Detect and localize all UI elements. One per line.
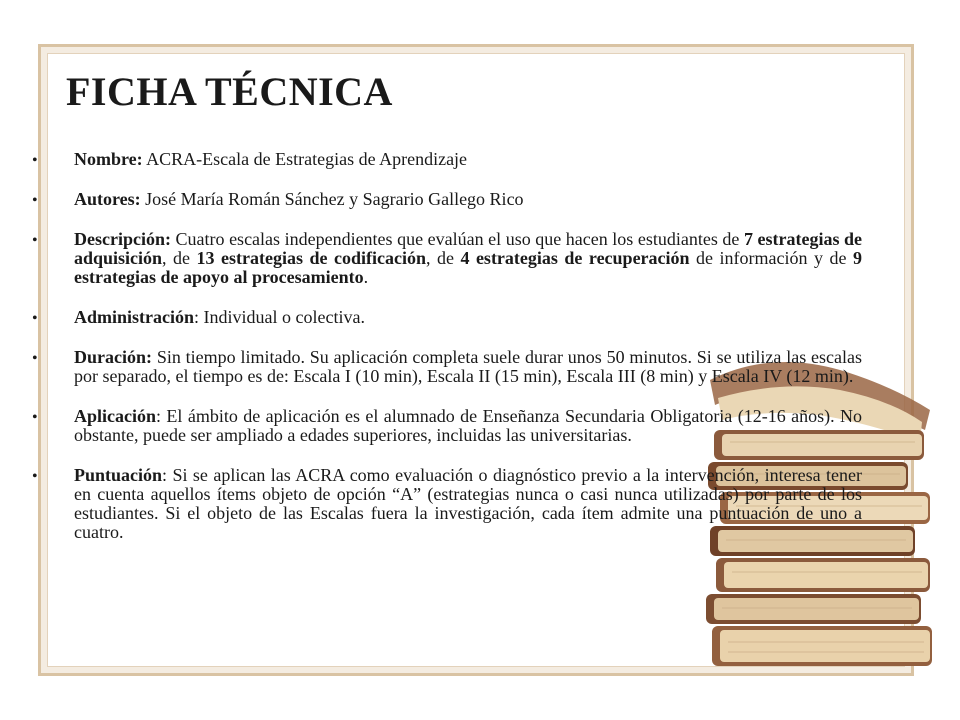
item-text: José María Román Sánchez y Sagrario Gallego Rico <box>140 189 524 209</box>
item-emphasis: 4 estrategias de recuperación <box>460 248 690 268</box>
bullet-icon: • <box>32 192 38 209</box>
bullet-icon: • <box>32 310 38 327</box>
list-item-puntuacion <box>32 466 862 542</box>
item-label: Descripción: <box>74 229 171 249</box>
list-item-descripcion <box>32 230 862 287</box>
item-label: Nombre: <box>74 149 143 169</box>
item-text: . <box>363 267 369 287</box>
bullet-icon: • <box>32 232 38 249</box>
item-label: Administración <box>74 307 195 327</box>
bullet-icon: • <box>32 409 38 426</box>
list-item-aplicacion <box>32 407 862 445</box>
item-emphasis: 7 estrategias de adquisición <box>74 229 863 268</box>
list-item-duracion <box>32 348 862 386</box>
item-text: : Si se aplican las ACRA como evaluación o diagnóstico previo a la intervención, interesa tener en cuenta aquellos ítems objeto de opción “A” (estrategias nunca o casi nunca utilizadas) por parte de los estudiantes. Si el objeto de las Escalas fuera la investigación, cada ítem admite una puntuación de uno a cuatro. <box>74 465 862 542</box>
item-text: Cuatro escalas independientes que evalúan el uso que hacen los estudiantes de <box>170 229 744 249</box>
item-label: Autores: <box>74 189 141 209</box>
bullet-icon: • <box>32 468 38 485</box>
list-item-autores <box>32 190 862 209</box>
item-label: Aplicación <box>74 406 157 426</box>
item-emphasis: 13 estrategias de codificación <box>196 248 426 268</box>
item-label: Duración: <box>74 347 152 367</box>
item-text: : El ámbito de aplicación es el alumnado de Enseñanza Secundaria Obligatoria (12-16 años). No obstante, puede ser ampliado a edades superiores, incluidas las universitarias. <box>74 406 862 445</box>
bullet-icon: • <box>32 350 38 367</box>
list-item-administracion <box>32 308 862 327</box>
item-text: ACRA-Escala de Estrategias de Aprendizaje <box>142 149 468 169</box>
item-text: , de <box>425 248 461 268</box>
item-emphasis: 9 estrategias de apoyo al procesamiento <box>74 248 862 287</box>
slide-title: FICHA TÉCNICA <box>66 69 393 114</box>
item-label: Puntuación <box>74 465 163 485</box>
bullet-icon: • <box>32 152 38 169</box>
item-text: , de <box>162 248 197 268</box>
bullet-list <box>32 150 862 563</box>
list-item-nombre <box>32 150 862 169</box>
item-text: de información y de <box>689 248 853 268</box>
item-text: : Individual o colectiva. <box>194 307 365 327</box>
item-text: Sin tiempo limitado. Su aplicación completa suele durar unos 50 minutos. Si se utiliza las escalas por separado, el tiempo es de: Escala I (10 min), Escala II (15 min), Escala III (8 min) y Escala IV (12 min). <box>74 347 862 386</box>
